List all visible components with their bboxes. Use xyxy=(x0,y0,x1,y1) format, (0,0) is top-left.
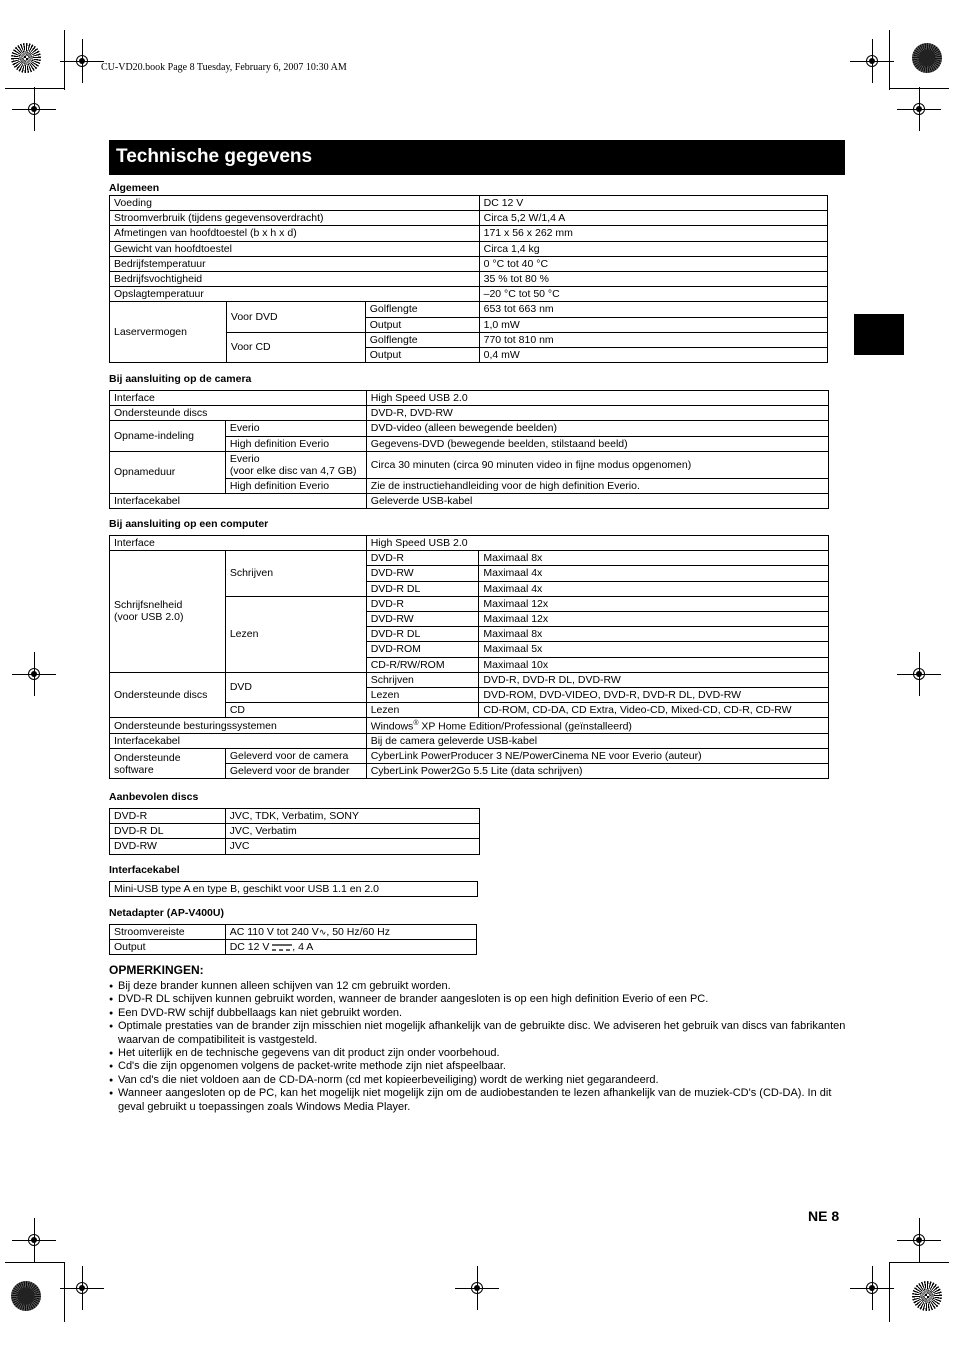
table-row: Voor CD Golflengte 770 tot 810 nm xyxy=(110,332,828,347)
table-row: Stroomvereiste AC 110 V tot 240 V∿, 50 Hz/60 Hz xyxy=(110,925,477,940)
color-target-icon xyxy=(11,43,41,73)
adapter-table xyxy=(109,924,477,955)
computer-table xyxy=(109,535,829,779)
registration-mark-icon xyxy=(465,1276,489,1300)
section-heading-adapter: Netadapter (AP-V400U) xyxy=(109,907,224,919)
color-target-icon xyxy=(11,1281,41,1311)
table-row: Ondersteunde discs DVD-R, DVD-RW xyxy=(110,406,829,421)
notes-list xyxy=(109,980,849,1114)
page-number: NE 8 xyxy=(808,1208,840,1224)
table-row: Bedrijfsvochtigheid 35 % tot 80 % xyxy=(110,271,828,286)
kabel-table xyxy=(109,881,478,897)
table-row: Interfacekabel Bij de camera geleverde USB-kabel xyxy=(110,733,829,748)
table-row: DVD-RW Maximaal 4x xyxy=(110,566,829,581)
crop-line xyxy=(5,1262,65,1263)
list-item: ● Van cd's die niet voldoen aan de CD-DA-norm (cd met kopieerbeveiliging) wordt de werking niet gegarandeerd. xyxy=(109,1074,849,1087)
table-row: Ondersteunde discs DVD Schrijven DVD-R, DVD-R DL, DVD-RW xyxy=(110,672,829,687)
table-row: Gewicht van hoofdtoestel Circa 1,4 kg xyxy=(110,241,828,256)
table-row: Interface High Speed USB 2.0 xyxy=(110,536,829,551)
registration-mark-icon xyxy=(860,49,884,73)
list-item: ● Wanneer aangesloten op de PC, kan het mogelijk niet mogelijk zijn om de audiobestanden te lezen afhankelijk van de muziek-CD's (CD-DA). In dit geval gebruikt u toepassingen zoals Windows Media Player. xyxy=(109,1087,849,1114)
table-row: DVD-R DL JVC, Verbatim xyxy=(110,824,480,839)
table-row: Output 0,4 mW xyxy=(110,347,828,362)
table-row: DVD-RW JVC xyxy=(110,839,480,854)
table-row: Opnameduur Everio (voor elke disc van 4,7 GB) Circa 30 minuten (circa 90 minuten video in fijne modus opgenomen) xyxy=(110,451,829,478)
cell-line: Everio xyxy=(229,452,260,465)
table-row: Opname-indeling Everio DVD-video (alleen bewegende beelden) xyxy=(110,421,829,436)
list-item: ● DVD-R DL schijven kunnen gebruikt worden, wanneer de brander aangesloten is op een high definition Everio of een PC. xyxy=(109,993,849,1006)
section-heading-kabel: Interfacekabel xyxy=(109,864,180,876)
table-row: Laservermogen Voor DVD Golflengte 653 tot 663 nm xyxy=(110,302,828,317)
list-item: ● Een DVD-RW schijf dubbellaags kan niet gebruikt worden. xyxy=(109,1007,849,1020)
registration-mark-icon xyxy=(22,97,46,121)
list-item: ● Bij deze brander kunnen alleen schijven van 12 cm gebruikt worden. xyxy=(109,980,849,993)
dc-symbol-icon xyxy=(272,943,292,952)
language-tab xyxy=(854,314,904,355)
list-item: ● Optimale prestaties van de brander zijn misschien niet mogelijk afhankelijk van de gebruikte disc. We adviseren het gebruik van discs van fabrikanten waarvan de compatibiliteit is vastgesteld. xyxy=(109,1020,849,1047)
list-item: ● Het uiterlijk en de technische gegevens van dit product zijn onder voorbehoud. xyxy=(109,1047,849,1060)
registration-mark-icon xyxy=(860,1276,884,1300)
table-row: DVD-R JVC, TDK, Verbatim, SONY xyxy=(110,809,480,824)
cell-line: Schrijfsnelheid xyxy=(114,599,183,612)
cell-line: (voor USB 2.0) xyxy=(114,611,184,624)
table-row: Bedrijfstemperatuur 0 °C tot 40 °C xyxy=(110,256,828,271)
registration-mark-icon xyxy=(907,1228,931,1252)
table-row: Lezen DVD-R Maximaal 12x xyxy=(110,596,829,611)
table-row: Lezen DVD-ROM, DVD-VIDEO, DVD-R, DVD-R DL, DVD-RW xyxy=(110,687,829,702)
color-target-icon xyxy=(912,1281,942,1311)
registration-mark-icon xyxy=(70,49,94,73)
notes-heading: OPMERKINGEN: xyxy=(109,963,204,977)
table-row: High definition Everio Zie de instructiehandleiding voor de high definition Everio. xyxy=(110,478,829,493)
crop-line xyxy=(889,1262,949,1263)
algemeen-table xyxy=(109,195,828,363)
table-row: Ondersteunde besturingssystemen Windows® XP Home Edition/Professional (geïnstalleerd) xyxy=(110,718,829,734)
cell-line: software xyxy=(114,763,154,776)
ac-symbol-icon: ∿ xyxy=(318,927,327,938)
crop-line xyxy=(64,30,65,90)
table-row: DVD-RW Maximaal 12x xyxy=(110,611,829,626)
color-target-icon xyxy=(912,43,942,73)
section-heading-algemeen: Algemeen xyxy=(109,182,160,194)
crop-line xyxy=(889,1262,890,1322)
table-row: Interface High Speed USB 2.0 xyxy=(110,391,829,406)
section-heading-camera: Bij aansluiting op de camera xyxy=(109,373,252,385)
discs-table xyxy=(109,808,480,855)
crop-line xyxy=(889,88,949,89)
table-row: Output DC 12 V , 4 A xyxy=(110,940,477,955)
cell-line: (voor elke disc van 4,7 GB) xyxy=(229,464,357,477)
title-bar xyxy=(109,140,845,175)
table-row: Interfacekabel Geleverde USB-kabel xyxy=(110,493,829,508)
page-title: Technische gegevens xyxy=(116,146,313,167)
crop-line xyxy=(64,1262,65,1322)
table-row: DVD-ROM Maximaal 5x xyxy=(110,642,829,657)
table-row: Ondersteunde software Geleverd voor de camera CyberLink PowerProducer 3 NE/PowerCinema NE voor Everio (auteur) xyxy=(110,748,829,763)
table-row: Opslagtemperatuur –20 °C tot 50 °C xyxy=(110,287,828,302)
table-row: CD-R/RW/ROM Maximaal 10x xyxy=(110,657,829,672)
table-row: Stroomverbruik (tijdens gegevensoverdracht) Circa 5,2 W/1,4 A xyxy=(110,211,828,226)
camera-table xyxy=(109,390,829,509)
crop-line xyxy=(5,88,65,89)
table-row: Voeding DC 12 V xyxy=(110,196,828,211)
table-row: High definition Everio Gegevens-DVD (bewegende beelden, stilstaand beeld) xyxy=(110,436,829,451)
registration-mark-icon xyxy=(70,1276,94,1300)
print-header: CU-VD20.book Page 8 Tuesday, February 6, 2007 10:30 AM xyxy=(101,62,347,73)
table-row: CD Lezen CD-ROM, CD-DA, CD Extra, Video-CD, Mixed-CD, CD-R, CD-RW xyxy=(110,703,829,718)
table-row: Afmetingen van hoofdtoestel (b x h x d) 171 x 56 x 262 mm xyxy=(110,226,828,241)
section-heading-computer: Bij aansluiting op een computer xyxy=(109,518,269,530)
table-row: DVD-R DL Maximaal 4x xyxy=(110,581,829,596)
table-row: Output 1,0 mW xyxy=(110,317,828,332)
registration-mark-icon xyxy=(22,1228,46,1252)
registration-mark-icon xyxy=(907,97,931,121)
section-heading-discs: Aanbevolen discs xyxy=(109,791,199,803)
cell-line: Ondersteunde xyxy=(114,751,181,764)
table-row: Schrijfsnelheid (voor USB 2.0) Schrijven DVD-R Maximaal 8x xyxy=(110,551,829,566)
registration-mark-icon xyxy=(907,662,931,686)
list-item: ● Cd's die zijn opgenomen volgens de packet-write methode zijn niet afspeelbaar. xyxy=(109,1060,849,1073)
table-row: Geleverd voor de brander CyberLink Power2Go 5.5 Lite (data schrijven) xyxy=(110,764,829,779)
crop-line xyxy=(889,30,890,90)
registration-mark-icon xyxy=(22,662,46,686)
table-row: DVD-R DL Maximaal 8x xyxy=(110,627,829,642)
table-row: Mini-USB type A en type B, geschikt voor USB 1.1 en 2.0 xyxy=(110,882,478,897)
